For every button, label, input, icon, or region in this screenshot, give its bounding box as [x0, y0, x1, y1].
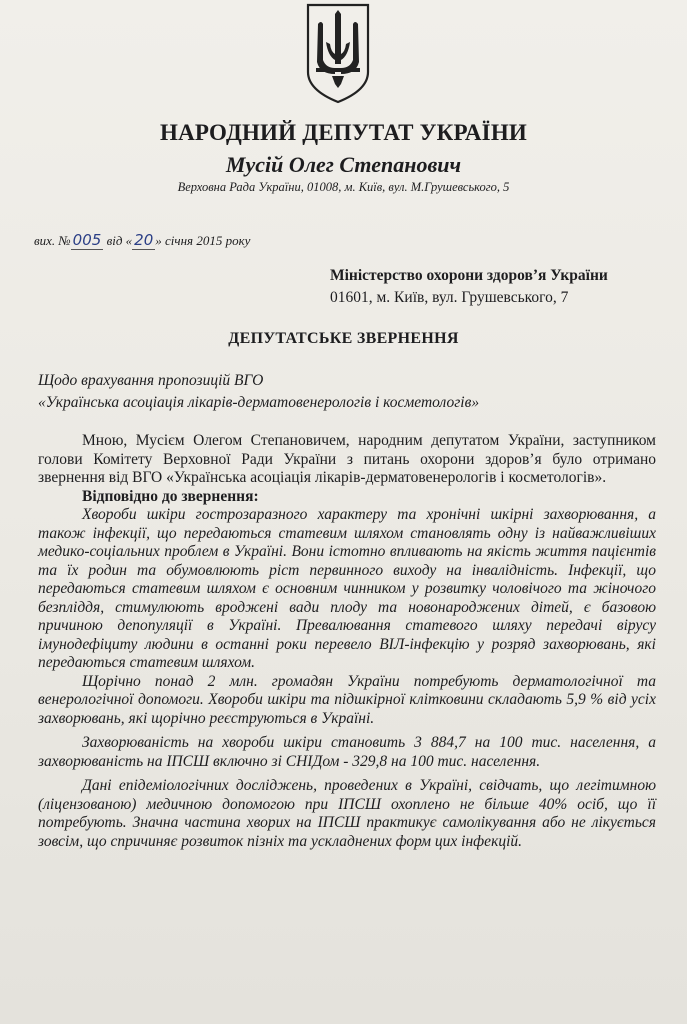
outgoing-date-suffix: » січня 2015 року: [155, 233, 251, 248]
deputy-title: НАРОДНИЙ ДЕПУТАТ УКРАЇНИ: [159, 120, 528, 145]
outgoing-number: 005: [72, 231, 102, 249]
trident-emblem-icon: [304, 2, 372, 104]
outgoing-day: 20: [134, 231, 154, 249]
body-paragraph-3: Захворюваність на хвороби шкіри становить 3 884,7 на 100 тис. населення, а захворюваність на ІПСШ включно зі СНІДом - 329,8 на 100 тис. населення.: [38, 734, 656, 770]
outgoing-prefix: вих. №: [34, 233, 71, 248]
body-paragraph-4: Дані епідеміологічних досліджень, проведених в Україні, свідчать, що легітимною (ліцензованою) медичною допомогою при ІПСШ охоплено не більше 40% осіб, що її потребують. Значна частина хворих на ІПСШ практикує самолікування або не лікується зовсім, що спричиняє розвиток пізніх та ускладнених форм цих інфекцій.: [38, 777, 656, 850]
recipient-address: 01601, м. Київ, вул. Грушевського, 7: [330, 289, 569, 306]
deputy-name: Мусій Олег Степанович: [225, 152, 462, 177]
letter-body: [38, 432, 656, 851]
body-paragraph-1: Хвороби шкіри гострозаразного характеру та хронічні шкірні захворювання, а також інфекції, що передаються статевим шляхом становлять одну із найважливіших медико-соціальних проблем в Україні. Вони істотно впливають на якість життя пацієнтів та їх родин та обумовлюють ріст первинного виходу на інвалідність. Інфекції, що передаються статевим шляхом є основним чинником у розвитку чоловічого та жіночого безпліддя, стимулюють вроджені вади плоду та новонароджених дітей, є базовою причиною депопуляції в Україні. Превалювання статевого шляху передачі вірусу імунодефіциту людини в останні роки перевело ВІЛ-інфекцію у розряд захворювань, які передаються статевим шляхом.: [38, 506, 656, 671]
according-heading: Відповідно до звернення:: [82, 487, 259, 505]
intro-paragraph: Мною, Мусієм Олегом Степановичем, народним депутатом України, заступником голови Комітету Верховної Ради України з питань охорони здоров’я було отримано звернення від ВГО «Українська асоціація лікарів-дерматовенерологів і косметологів».: [38, 432, 656, 486]
subject-line-2: «Українська асоціація лікарів-дерматовенерологів і косметологів»: [38, 394, 480, 411]
document-title: ДЕПУТАТСЬКЕ ЗВЕРНЕННЯ: [228, 330, 459, 347]
recipient-name: Міністерство охорони здоров’я України: [330, 267, 608, 284]
subject-line-1: Щодо врахування пропозицій ВГО: [38, 372, 264, 389]
outgoing-from-label: від «: [106, 233, 133, 248]
outgoing-number-line: [34, 231, 250, 249]
subject-block: [38, 370, 479, 414]
body-paragraph-2: Щорічно понад 2 млн. громадян України потребують дерматологічної та венерологічної допомоги. Хвороби шкіри та підшкірної клітковини складають 5,9 % від усіх захворювань, які щорічно реєструються в Україні.: [38, 672, 656, 727]
deputy-address: Верховна Рада України, 01008, м. Київ, вул. М.Грушевського, 5: [177, 180, 510, 194]
